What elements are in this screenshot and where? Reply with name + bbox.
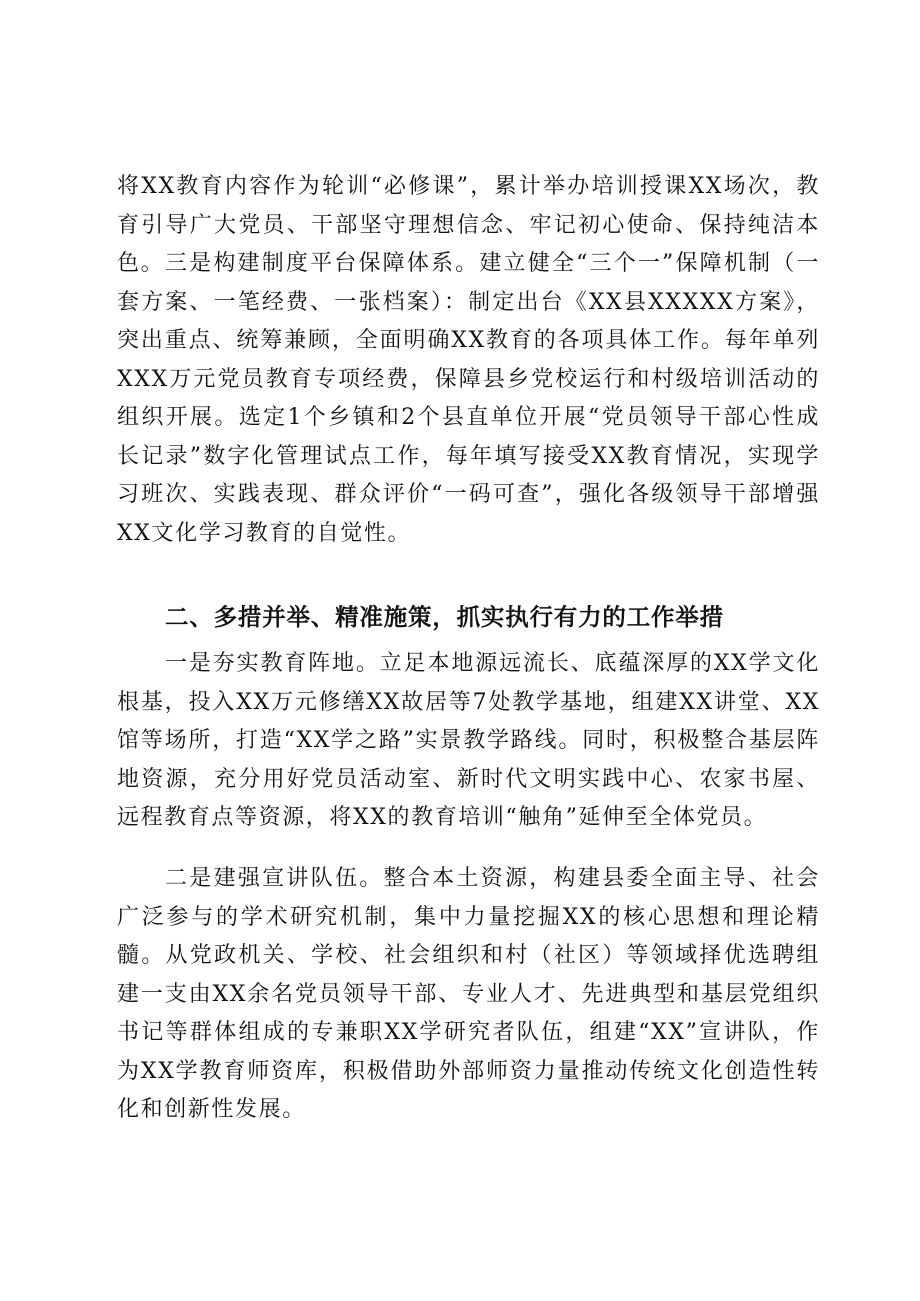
paragraph-continuation: 将XX教育内容作为轮训“必修课”，累计举办培训授课XX场次，教育引导广大党员、干部坚守理想信念、牢记初心使命、保持纯洁本色。 xyxy=(117,174,820,276)
paragraph-education-base: 一是夯实教育阵地。立足本地源远流长、底蕴深厚的XX学文化根基，投入XX万元修缮XX故居等7处教学基地，组建XX讲堂、XX馆等场所，打造“XX学之路”实景教学路线。同时，积极整合基层阵地资源，充分用好党员活动室、新时代文明实践中心、农家书屋、远程教育点等资源，将XX的教育培训“触角”延伸至全体党员。 xyxy=(117,651,820,830)
paragraph-lecture-team: 二是建强宣讲队伍。整合本土资源，构建县委全面主导、社会广泛参与的学术研究机制，集中力量挖掘XX的核心思想和理论精髓。从党政机关、学校、社会组织和村（社区）等领域择优选聘组建一支由XX余名党员领导干部、专业人才、先进典型和基层党组织书记等群体组成的专兼职XX学研究者队伍，组建“XX”宣讲队，作为XX学教育师资库，积极借助外部师资力量推动传统文化创造性转化和创新性发展。 xyxy=(117,866,820,1122)
paragraph-institutional-guarantee: 三是构建制度平台保障体系。建立健全“三个一”保障机制（一套方案、一笔经费、一张档案）：制定出台《XX县XXXXX方案》，突出重点、统筹兼顾，全面明确XX教育的各项具体工作。每年单列XXX万元党员教育专项经费，保障县乡党校运行和村级培训活动的组织开展。选定1个乡镇和2个县直单位开展“党员领导干部心性成长记录”数字化管理试点工作，每年填写接受XX教育情况，实现学习班次、实践表现、群众评价“一码可查”，强化各级领导干部增强XX文化学习教育的自觉性。 xyxy=(117,251,820,546)
section-heading: 二、多措并举、精准施策，抓实执行有力的工作举措 xyxy=(165,603,724,631)
